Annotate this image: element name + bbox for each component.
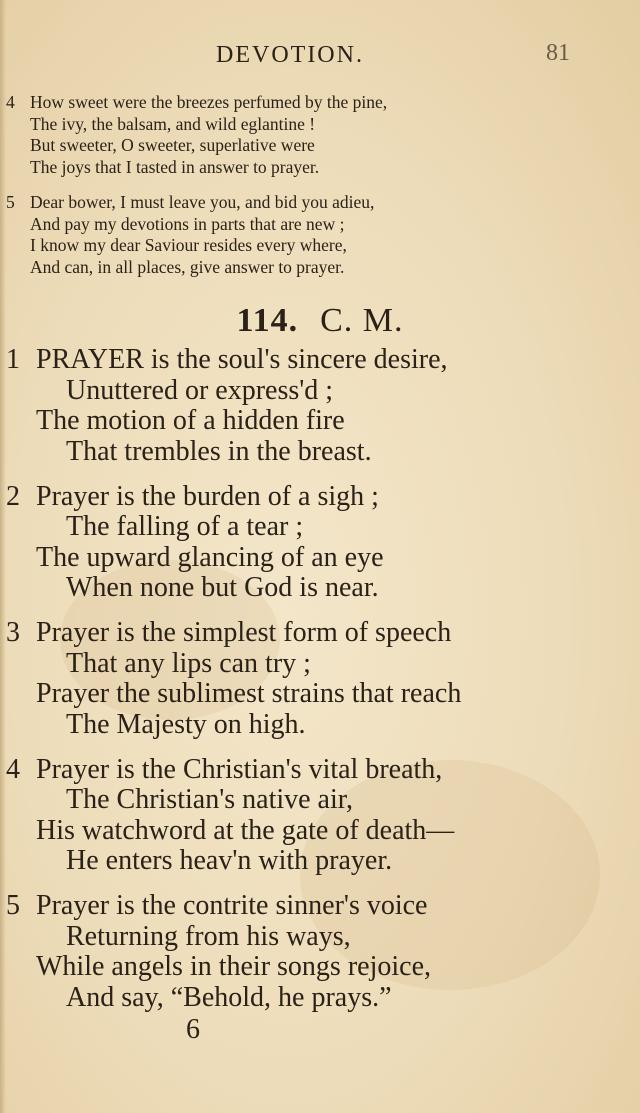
- verse-text: Prayer is the burden of a sigh ;: [36, 480, 379, 512]
- hymn-body: [4, 345, 634, 1028]
- verse-line: [6, 192, 626, 214]
- verse-text: But sweeter, O sweeter, superlative were: [30, 135, 315, 155]
- verse-text: The motion of a hidden fire: [36, 405, 345, 436]
- verse-text: Prayer is the simplest form of speech: [36, 617, 452, 648]
- page-header: [0, 40, 640, 76]
- stanza-number: 1: [6, 344, 20, 375]
- verse-line: [6, 92, 626, 114]
- page-number: 81: [546, 40, 570, 66]
- verse-text: Returning from his ways,: [66, 920, 351, 952]
- stanza-3: [4, 618, 634, 740]
- verse-line: [4, 437, 634, 468]
- verse-line: [4, 922, 634, 953]
- stanza-1: [4, 345, 634, 467]
- stanza-number: 5: [6, 192, 15, 212]
- verse-line: [4, 816, 634, 847]
- hymn-number: 114.: [236, 302, 299, 339]
- verse-text: Unuttered or express'd ;: [66, 374, 334, 406]
- stanza-2: [4, 482, 634, 604]
- verse-text: And say, “Behold, he prays.”: [66, 981, 392, 1013]
- stanza-4: [4, 755, 634, 877]
- previous-stanza-4: [6, 92, 626, 178]
- verse-line: [6, 214, 626, 236]
- verse-text: He enters heav'n with prayer.: [66, 845, 393, 876]
- verse-text: And pay my devotions in parts that are new ;: [30, 213, 345, 234]
- verse-line: [4, 710, 634, 741]
- verse-line: [4, 543, 634, 574]
- verse-line: [4, 649, 634, 680]
- verse-text: Prayer the sublimest strains that reach: [36, 678, 462, 709]
- verse-text: When none but God is near.: [66, 572, 379, 603]
- verse-text: His watchword at the gate of death—: [36, 814, 455, 846]
- verse-text: That any lips can try ;: [66, 647, 311, 679]
- verse-line: [4, 891, 634, 922]
- verse-text: The upward glancing of an eye: [36, 541, 384, 573]
- verse-line: [4, 618, 634, 649]
- previous-stanza-5: [6, 192, 626, 278]
- verse-line: [4, 406, 634, 437]
- verse-line: [4, 573, 634, 604]
- verse-line: [6, 235, 626, 257]
- verse-text: PRAYER is the soul's sincere desire,: [36, 344, 448, 375]
- verse-line: [4, 983, 634, 1014]
- signature-mark: 6: [186, 1014, 200, 1045]
- stanza-5: [4, 891, 634, 1013]
- verse-line: [4, 755, 634, 786]
- stanza-number: 4: [6, 753, 20, 785]
- stanza-number: 2: [6, 480, 20, 512]
- verse-line: [6, 257, 626, 279]
- verse-text: How sweet were the breezes perfumed by the pine,: [30, 92, 388, 112]
- verse-text: Prayer is the Christian's vital breath,: [36, 753, 443, 785]
- verse-line: [4, 376, 634, 407]
- verse-text: While angels in their songs rejoice,: [36, 951, 431, 982]
- verse-text: The joys that I tasted in answer to prayer.: [30, 156, 320, 177]
- verse-text: I know my dear Saviour resides every where,: [30, 235, 347, 255]
- verse-line: [4, 846, 634, 877]
- stanza-number: 3: [6, 617, 20, 648]
- verse-line: [6, 135, 626, 157]
- running-title: DEVOTION.: [216, 42, 364, 68]
- verse-line: [4, 482, 634, 513]
- verse-text: That trembles in the breast.: [66, 435, 372, 467]
- previous-hymn-continuation: [6, 92, 626, 292]
- stanza-number: 5: [6, 890, 20, 921]
- verse-line: [4, 345, 634, 376]
- verse-line: [6, 114, 626, 136]
- verse-text: Prayer is the contrite sinner's voice: [36, 890, 428, 921]
- verse-line: [4, 512, 634, 543]
- stanza-number: 4: [6, 92, 15, 112]
- verse-line: [6, 157, 626, 179]
- verse-text: The Majesty on high.: [66, 708, 306, 740]
- hymn-meter: C. M.: [320, 302, 404, 339]
- hymn-heading: [0, 302, 640, 340]
- verse-line: [4, 679, 634, 710]
- verse-text: The falling of a tear ;: [66, 511, 304, 542]
- verse-text: And can, in all places, give answer to prayer.: [30, 256, 345, 277]
- verse-line: [4, 785, 634, 816]
- verse-text: Dear bower, I must leave you, and bid you adieu,: [30, 192, 375, 212]
- verse-line: [4, 952, 634, 983]
- verse-text: The Christian's native air,: [66, 784, 353, 815]
- verse-text: The ivy, the balsam, and wild eglantine !: [30, 113, 316, 134]
